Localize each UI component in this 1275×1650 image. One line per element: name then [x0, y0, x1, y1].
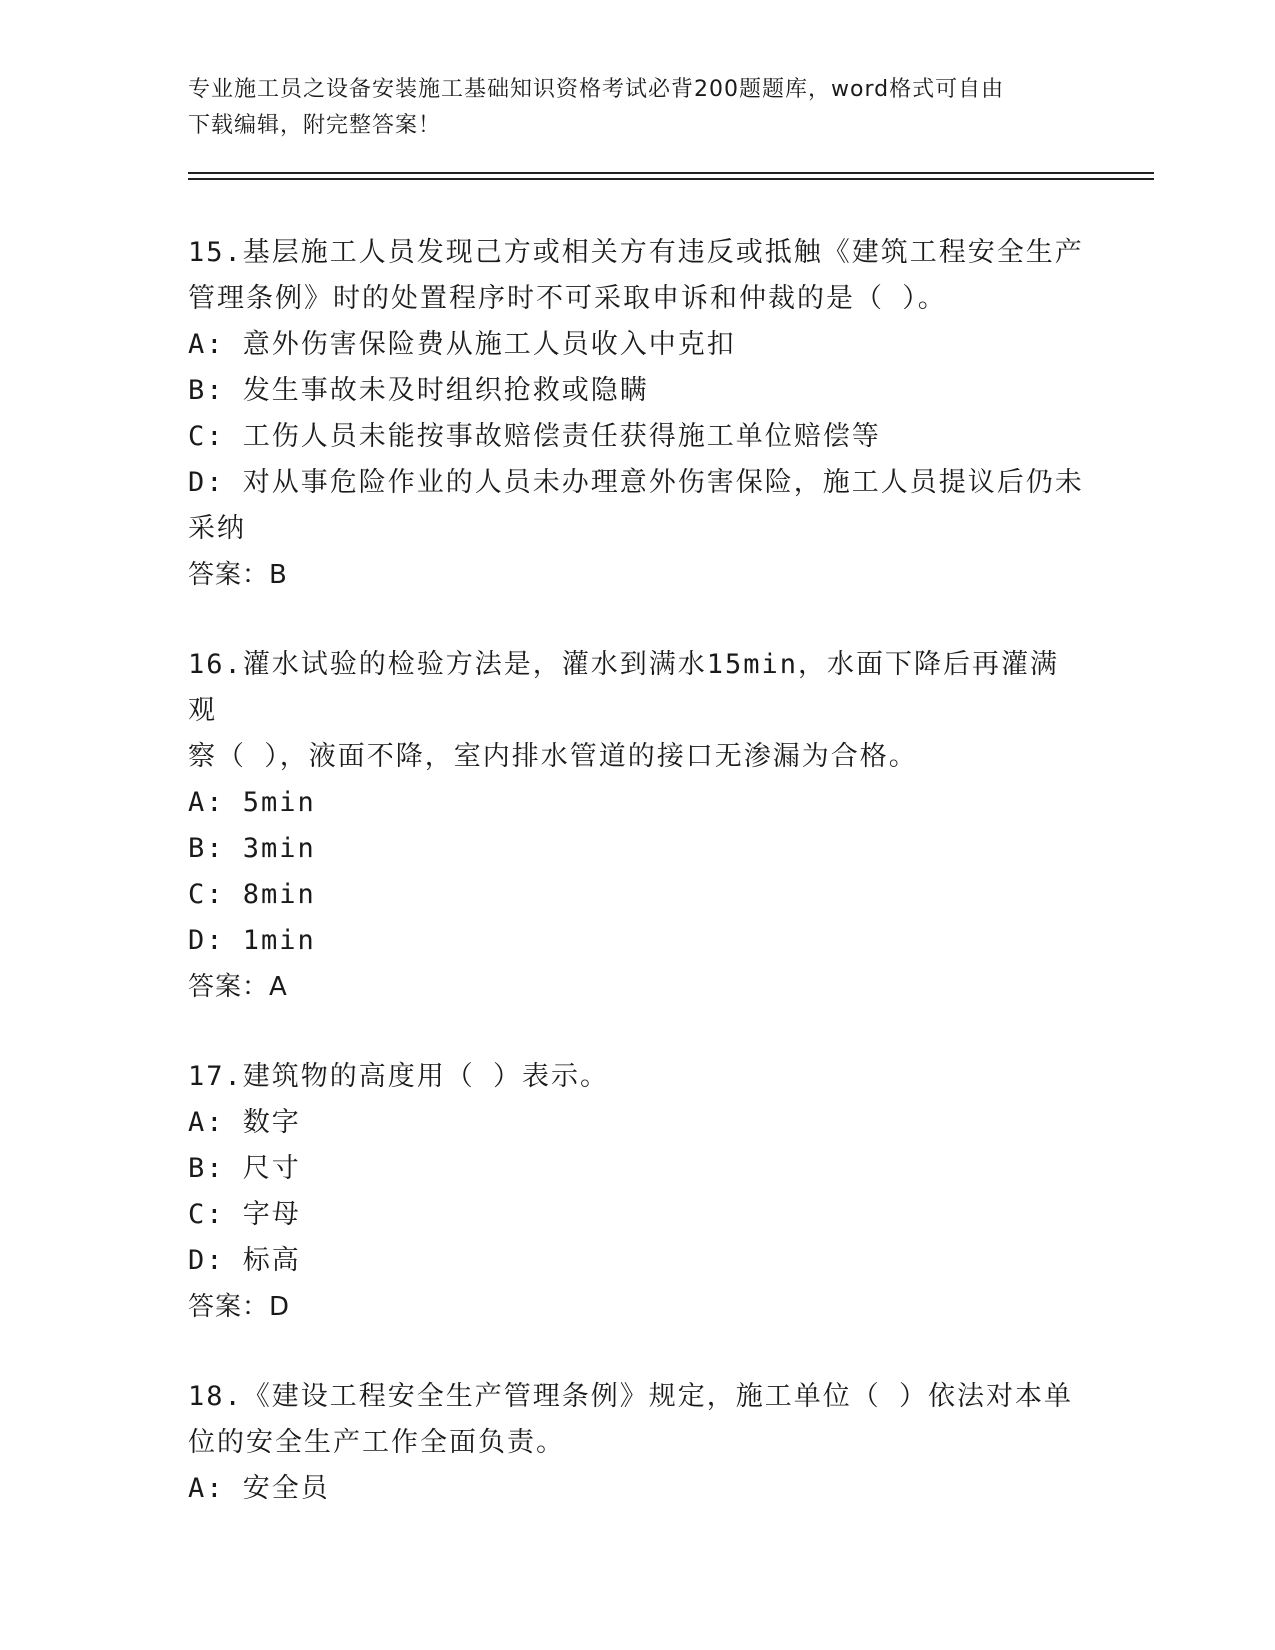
option-d: D: 对从事危险作业的人员未办理意外伤害保险，施工人员提议后仍未 [188, 467, 1084, 498]
question-text: 管理条例》时的处置程序时不可采取申诉和仲裁的是（ ）。 [188, 283, 947, 314]
header-rule-bottom [188, 178, 1154, 180]
question-15 [188, 230, 1088, 598]
option-c: C: 字母 [188, 1199, 301, 1230]
option-d-continued: 采纳 [188, 513, 246, 544]
question-text: 察（ ），液面不降，室内排水管道的接口无渗漏为合格。 [188, 741, 918, 772]
option-c: C: 8min [188, 879, 316, 910]
question-17 [188, 1054, 1088, 1330]
answer: 答案：B [188, 560, 288, 590]
answer: 答案：A [188, 972, 288, 1002]
option-a: A: 5min [188, 787, 316, 818]
option-a: A: 数字 [188, 1107, 301, 1138]
answer: 答案：D [188, 1292, 291, 1322]
header-rule-top [188, 172, 1154, 174]
question-18 [188, 1374, 1088, 1512]
option-b: B: 发生事故未及时组织抢救或隐瞒 [188, 375, 649, 406]
header-line-1: 专业施工员之设备安装施工基础知识资格考试必背200题题库，word格式可自由 [188, 77, 1005, 102]
question-list [188, 230, 1088, 1556]
question-16 [188, 642, 1088, 1010]
option-b: B: 3min [188, 833, 316, 864]
question-text: 位的安全生产工作全面负责。 [188, 1427, 565, 1458]
question-text: 17.建筑物的高度用（ ）表示。 [188, 1061, 610, 1092]
option-c: C: 工伤人员未能按事故赔偿责任获得施工单位赔偿等 [188, 421, 881, 452]
option-d: D: 标高 [188, 1245, 301, 1276]
question-text: 16.灌水试验的检验方法是，灌水到满水15min，水面下降后再灌满观 [188, 649, 1060, 726]
option-b: B: 尺寸 [188, 1153, 301, 1184]
header-line-2: 下载编辑，附完整答案！ [188, 113, 442, 138]
question-text: 15.基层施工人员发现己方或相关方有违反或抵触《建筑工程安全生产 [188, 237, 1084, 268]
document-header [188, 72, 1068, 144]
option-a: A: 意外伤害保险费从施工人员收入中克扣 [188, 329, 736, 360]
option-a: A: 安全员 [188, 1473, 330, 1504]
option-d: D: 1min [188, 925, 316, 956]
question-text: 18.《建设工程安全生产管理条例》规定，施工单位（ ）依法对本单 [188, 1381, 1074, 1412]
